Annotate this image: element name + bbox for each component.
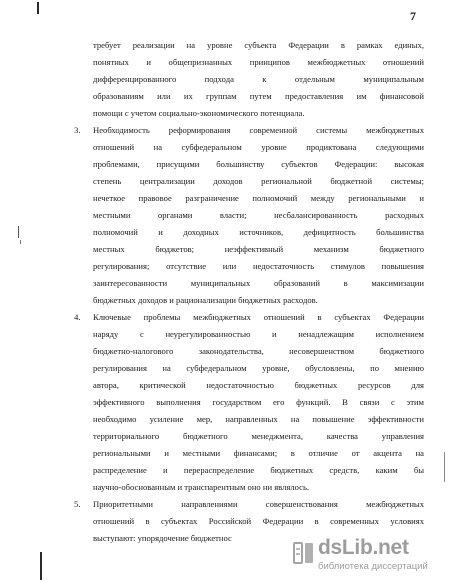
- scan-artifact: [20, 240, 21, 244]
- text-line: местными органами власти; несбалансированность расходных: [93, 210, 424, 220]
- text-line: степень централизации доходов региональной бюджетной системы;: [93, 176, 424, 186]
- text-line: бюджетных доходов и рационализации бюджетных расходов.: [93, 295, 318, 305]
- text-line: регулирования; отсутствие или недостаточность стимулов повышения: [93, 261, 424, 271]
- list-item-number: 4.: [74, 312, 81, 322]
- text-line: регулирования на субфедеральном уровне, обусловлены, по мнению: [93, 363, 424, 373]
- text-line: отношений в субъектах Российской Федерации в современных условиях: [93, 516, 424, 526]
- text-line: Ключевые проблемы межбюджетных отношений в субъектах Федерации: [93, 312, 424, 322]
- text-line: проблемами, присущими большинству субъектов Федерации: высокая: [93, 159, 424, 169]
- watermark-logo-text: dsLib.net: [318, 536, 409, 559]
- scan-artifact: [37, 2, 39, 14]
- text-line: Необходимость реформирования современной системы межбюджетных: [93, 125, 424, 135]
- list-item-number: 3.: [74, 125, 81, 135]
- text-line: научно-обоснованным и транспарентным оно ни являлось.: [93, 482, 310, 492]
- text-line: нечеткое правовое разграничение полномочий между региональными и: [93, 193, 424, 203]
- text-line: образованиям или их группам путем предоставления им финансовой: [93, 91, 424, 101]
- scan-artifact: [444, 452, 445, 482]
- text-line: заинтересованности муниципальных образований в максимизации: [93, 278, 424, 288]
- text-line: территориального бюджетного менеджмента, качества управления: [93, 431, 424, 441]
- text-line: региональными и местными финансами; в отличие от акцента на: [93, 448, 424, 458]
- text-line: помощи с учетом социально-экономического потенциала.: [93, 108, 305, 118]
- text-line: выступают: упорядочение бюджетнос: [93, 533, 232, 543]
- text-line: необходимо усиление мер, направленных на повышение эффективности: [93, 414, 424, 424]
- text-line: требует реализации на уровне субъекта Федерации в рамках единых,: [93, 40, 424, 50]
- text-line: полномочий и доходных источников, дефицитность большинства: [93, 227, 424, 237]
- text-line: понятных и общепризнанных принципов межбюджетных отношений: [93, 57, 424, 67]
- scan-artifact: [40, 552, 42, 580]
- page-number: 7: [410, 9, 416, 23]
- library-logo-icon: [292, 540, 316, 566]
- text-line: автора, критической недостаточностью бюджетных ресурсов для: [93, 380, 424, 390]
- text-line: Приоритетными направлениями совершенствования межбюджетных: [93, 499, 424, 509]
- list-item-number: 5.: [74, 499, 81, 509]
- text-line: наряду с неурегулированностью и ненадлежащим исполнением: [93, 329, 424, 339]
- text-line: отношений на субфедеральном уровне продиктована следующими: [93, 142, 424, 152]
- text-line: местных бюджетов; неэффективный механизм бюджетного: [93, 244, 424, 254]
- scan-artifact: [18, 226, 19, 238]
- watermark-caption: библиотека диссертаций: [318, 561, 428, 572]
- watermark: [288, 536, 448, 580]
- text-line: бюджетно-налогового законодательства, несовершенством бюджетного: [93, 346, 424, 356]
- text-line: дифференцированного подхода к отдельным муниципальным: [93, 74, 424, 84]
- text-line: распределение и перераспределение бюджетных средств, каким бы: [93, 465, 424, 475]
- text-line: эффективного выполнения государством его функций. В связи с этим: [93, 397, 424, 407]
